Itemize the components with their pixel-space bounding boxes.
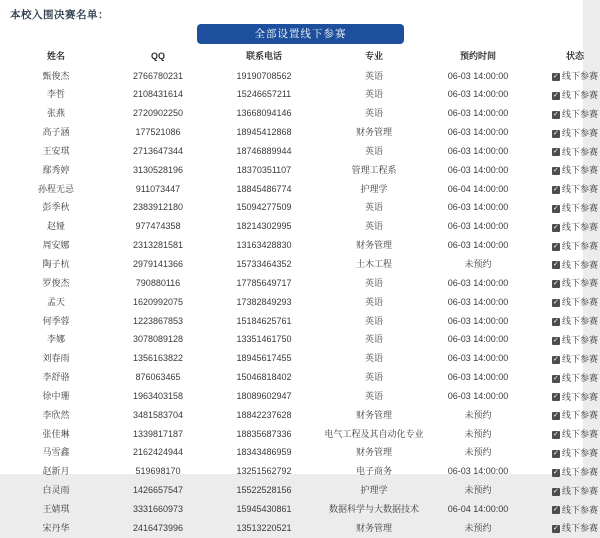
table-row: [2, 387, 600, 406]
cell-status: [530, 124, 600, 143]
cell-qq: 3130528196: [132, 164, 184, 175]
cell-qq: 2713647344: [132, 145, 184, 156]
cell-name: 徐中珊: [42, 390, 70, 401]
cell-qq: 2108431614: [132, 89, 184, 100]
cell-status: [530, 142, 600, 161]
set-all-offline-button[interactable]: 全部设置线下参赛: [197, 24, 404, 44]
cell-major: 英语: [364, 221, 383, 232]
cell-time: 06-03 14:00:00: [447, 108, 509, 119]
cell-status: [530, 274, 600, 293]
cell-major: 管理工程系: [351, 164, 397, 175]
cell-qq: 2313281581: [132, 240, 184, 251]
cell-qq: 519698170: [135, 466, 181, 477]
status-badge: 线下参赛: [561, 410, 598, 421]
table-row: [2, 105, 600, 124]
status-badge: 线下参赛: [561, 504, 598, 515]
status-badge: 线下参赛: [561, 316, 598, 327]
checked-checkbox-icon[interactable]: ✓: [553, 525, 559, 533]
cell-qq: 1426657547: [132, 485, 184, 496]
cell-major: 电气工程及其自动化专业: [324, 428, 424, 439]
checked-checkbox-icon[interactable]: ✓: [553, 73, 559, 80]
finalist-table: [2, 45, 600, 538]
cell-major: 财务管理: [355, 522, 392, 533]
cell-qq: 1963403158: [132, 390, 184, 401]
cell-phone: 15184625761: [236, 315, 292, 326]
cell-major: 英语: [364, 108, 383, 119]
cell-qq: 790880116: [135, 277, 181, 288]
cell-time: 06-03 14:00:00: [447, 334, 509, 345]
cell-phone: 18343486959: [236, 447, 292, 458]
cell-time: 06-03 14:00:00: [447, 372, 509, 383]
status-badge: 线下参赛: [561, 165, 598, 176]
cell-name: 高子涵: [42, 127, 70, 138]
cell-time: 06-03 14:00:00: [447, 202, 509, 213]
cell-status: [530, 519, 600, 538]
cell-phone: 13351461750: [236, 334, 292, 345]
cell-name: 罗俊杰: [42, 277, 70, 288]
status-badge: 线下参赛: [561, 90, 598, 100]
cell-qq: 1339817187: [132, 428, 184, 439]
cell-phone: 18845486774: [236, 183, 292, 194]
cell-time: 未预约: [464, 447, 492, 458]
table-row: [2, 86, 600, 105]
cell-qq: 3331660973: [132, 503, 184, 514]
cell-name: 王安琪: [42, 145, 70, 156]
checked-checkbox-icon[interactable]: ✓: [553, 280, 559, 288]
status-badge: 线下参赛: [561, 523, 598, 534]
cell-name: 孟天: [46, 296, 65, 307]
checked-checkbox-icon[interactable]: ✓: [553, 431, 559, 439]
cell-name: 何季蓉: [42, 315, 70, 326]
table-row: [2, 67, 600, 86]
column-header: 联系电话: [245, 51, 282, 61]
cell-major: 财务管理: [355, 127, 392, 138]
cell-major: 土木工程: [355, 259, 392, 270]
cell-phone: 18945617455: [236, 353, 292, 364]
checked-checkbox-icon[interactable]: ✓: [553, 148, 559, 156]
column-header: 专业: [364, 51, 383, 61]
table-row: [2, 331, 600, 350]
cell-name: 宋丹华: [42, 522, 70, 533]
cell-phone: 18835687336: [236, 428, 292, 439]
cell-status: [530, 161, 600, 180]
cell-status: [530, 218, 600, 237]
cell-qq: 2766780231: [132, 70, 184, 81]
cell-qq: 2383912180: [132, 202, 184, 213]
table-row: [2, 161, 600, 180]
cell-status: [530, 406, 600, 425]
cell-status: [530, 237, 600, 256]
cell-phone: 17382849293: [236, 296, 292, 307]
cell-name: 周安娜: [42, 240, 70, 251]
status-badge: 线下参赛: [561, 429, 598, 440]
cell-status: [530, 67, 600, 86]
table-row: [2, 350, 600, 369]
cell-time: 06-03 14:00:00: [447, 277, 509, 288]
checked-checkbox-icon[interactable]: ✓: [553, 355, 559, 363]
cell-time: 06-03 14:00:00: [447, 70, 509, 81]
table-row: [2, 218, 600, 237]
checked-checkbox-icon[interactable]: ✓: [553, 374, 559, 382]
cell-name: 赵娅: [46, 221, 65, 232]
checked-checkbox-icon[interactable]: ✓: [553, 129, 559, 137]
cell-qq: 3481583704: [132, 409, 184, 420]
cell-status: [530, 500, 600, 519]
status-badge: 线下参赛: [561, 334, 598, 345]
cell-major: 英语: [364, 334, 383, 345]
cell-phone: 15945430861: [236, 503, 292, 514]
cell-phone: 13251562792: [236, 466, 292, 477]
cell-name: 甄俊杰: [42, 70, 70, 81]
status-badge: 线下参赛: [561, 466, 598, 477]
checked-checkbox-icon[interactable]: ✓: [553, 242, 559, 250]
status-badge: 线下参赛: [561, 71, 598, 82]
cell-phone: 15094277509: [236, 202, 292, 213]
cell-major: 英语: [364, 70, 383, 81]
table-row: [2, 444, 600, 463]
cell-status: [530, 444, 600, 463]
checked-checkbox-icon[interactable]: ✓: [553, 299, 559, 307]
column-header: 预约时间: [459, 51, 496, 61]
table-row: [2, 425, 600, 444]
status-badge: 线下参赛: [561, 146, 598, 157]
cell-status: [530, 387, 600, 406]
cell-time: 未预约: [464, 522, 492, 533]
cell-status: [530, 369, 600, 388]
cell-time: 06-03 14:00:00: [447, 390, 509, 401]
status-badge: 线下参赛: [561, 372, 598, 383]
cell-name: 孙程无忌: [37, 183, 74, 194]
status-badge: 线下参赛: [561, 259, 598, 270]
table-row: [2, 180, 600, 199]
cell-time: 未预约: [464, 259, 492, 270]
cell-name: 刘春雨: [42, 353, 70, 364]
status-badge: 线下参赛: [561, 448, 598, 459]
cell-major: 英语: [364, 390, 383, 401]
cell-time: 06-03 14:00:00: [447, 127, 509, 138]
cell-name: 陶子杭: [42, 259, 70, 270]
cell-name: 张燕: [46, 108, 65, 119]
checked-checkbox-icon[interactable]: ✓: [553, 487, 559, 495]
cell-qq: 177521086: [135, 127, 181, 138]
cell-time: 未预约: [464, 485, 492, 496]
cell-phone: 18746889944: [236, 145, 292, 156]
status-badge: 线下参赛: [561, 391, 598, 402]
cell-qq: 1356163822: [132, 353, 184, 364]
cell-phone: 13513220521: [236, 522, 292, 533]
cell-name: 王婧琪: [42, 503, 70, 514]
cell-status: [530, 482, 600, 501]
cell-qq: 911073447: [135, 183, 181, 194]
cell-phone: 13163428830: [236, 240, 292, 251]
cell-phone: 15733464352: [236, 259, 292, 270]
checked-checkbox-icon[interactable]: ✓: [553, 91, 559, 99]
column-header: QQ: [150, 50, 165, 61]
checked-checkbox-icon[interactable]: ✓: [553, 167, 559, 175]
cell-phone: 18214302995: [236, 221, 292, 232]
status-badge: 线下参赛: [561, 184, 598, 195]
cell-phone: 18842237628: [236, 409, 292, 420]
cell-name: 李娜: [46, 334, 65, 345]
cell-time: 06-03 14:00:00: [447, 145, 509, 156]
cell-name: 彭季秋: [42, 202, 70, 213]
cell-name: 李欣然: [42, 409, 70, 420]
status-badge: 线下参赛: [561, 240, 598, 251]
table-row: [2, 519, 600, 538]
cell-status: [530, 425, 600, 444]
table-row: [2, 312, 600, 331]
cell-time: 06-03 14:00:00: [447, 164, 509, 175]
cell-qq: 1620992075: [132, 296, 184, 307]
table-row: [2, 237, 600, 256]
status-badge: 线下参赛: [561, 278, 598, 289]
cell-qq: 3078089128: [132, 334, 184, 345]
cell-status: [530, 331, 600, 350]
cell-phone: 18370351107: [236, 164, 292, 175]
table-row: [2, 124, 600, 143]
cell-major: 财务管理: [355, 447, 392, 458]
checked-checkbox-icon[interactable]: ✓: [553, 186, 559, 194]
cell-status: [530, 463, 600, 482]
cell-time: 06-03 14:00:00: [447, 240, 509, 251]
cell-phone: 18945412868: [236, 127, 292, 138]
cell-status: [530, 86, 600, 105]
table-row: [2, 142, 600, 161]
checked-checkbox-icon[interactable]: ✓: [553, 317, 559, 325]
cell-status: [530, 255, 600, 274]
checked-checkbox-icon[interactable]: ✓: [553, 261, 559, 269]
cell-qq: 2720902250: [132, 108, 184, 119]
cell-time: 未预约: [464, 409, 492, 420]
cell-qq: 1223867853: [132, 315, 184, 326]
table-row: [2, 369, 600, 388]
cell-phone: 15246657211: [236, 89, 292, 100]
column-header: 状态: [565, 51, 584, 61]
cell-major: 英语: [364, 89, 383, 100]
cell-major: 英语: [364, 315, 383, 326]
cell-major: 财务管理: [355, 240, 392, 251]
cell-time: 06-03 14:00:00: [447, 315, 509, 326]
cell-name: 白灵雨: [42, 485, 70, 496]
table-row: [2, 463, 600, 482]
status-badge: 线下参赛: [561, 108, 598, 119]
cell-major: 财务管理: [355, 409, 392, 420]
checked-checkbox-icon[interactable]: ✓: [553, 506, 559, 514]
cell-major: 英语: [364, 277, 383, 288]
checked-checkbox-icon[interactable]: ✓: [553, 468, 559, 476]
cell-time: 06-03 14:00:00: [447, 221, 509, 232]
cell-status: [530, 180, 600, 199]
cell-name: 鄢秀婷: [42, 164, 70, 175]
cell-major: 电子商务: [355, 466, 392, 477]
cell-major: 英语: [364, 372, 383, 383]
status-badge: 线下参赛: [561, 221, 598, 232]
page-title: 本校入围决赛名单：: [10, 9, 109, 21]
cell-name: 马雪鑫: [42, 447, 70, 458]
column-header: 姓名: [46, 51, 65, 61]
cell-major: 数据科学与大数据技术: [328, 503, 419, 514]
cell-qq: 2162424944: [132, 447, 184, 458]
checked-checkbox-icon[interactable]: ✓: [553, 336, 559, 344]
checked-checkbox-icon[interactable]: ✓: [553, 393, 559, 401]
status-badge: 线下参赛: [561, 485, 598, 496]
cell-time: 06-03 14:00:00: [447, 89, 509, 100]
cell-major: 护理学: [360, 183, 388, 194]
checked-checkbox-icon[interactable]: ✓: [553, 412, 559, 420]
cell-status: [530, 199, 600, 218]
table-row: [2, 293, 600, 312]
cell-time: 未预约: [464, 428, 492, 439]
status-badge: 线下参赛: [561, 127, 598, 138]
table-row: [2, 199, 600, 218]
status-badge: 线下参赛: [561, 297, 598, 308]
table-body: [2, 67, 600, 538]
cell-phone: 15046818402: [236, 372, 292, 383]
cell-phone: 19190708562: [236, 70, 292, 81]
status-badge: 线下参赛: [561, 353, 598, 364]
cell-major: 英语: [364, 145, 383, 156]
cell-major: 英语: [364, 202, 383, 213]
table-header-row: [2, 45, 600, 67]
cell-time: 06-03 14:00:00: [447, 353, 509, 364]
checked-checkbox-icon[interactable]: ✓: [553, 110, 559, 118]
cell-major: 英语: [364, 353, 383, 364]
checked-checkbox-icon[interactable]: ✓: [553, 223, 559, 231]
cell-name: 李舒骆: [42, 372, 70, 383]
cell-time: 06-04 14:00:00: [447, 503, 509, 514]
cell-status: [530, 350, 600, 369]
cell-major: 护理学: [360, 485, 388, 496]
cell-status: [530, 312, 600, 331]
cell-phone: 15522528156: [236, 485, 292, 496]
status-badge: 线下参赛: [561, 203, 598, 214]
cell-qq: 876063465: [135, 372, 181, 383]
cell-name: 赵新月: [42, 466, 70, 477]
cell-phone: 18089602947: [236, 390, 292, 401]
cell-status: [530, 105, 600, 124]
table-row: [2, 500, 600, 519]
cell-qq: 2416473996: [132, 522, 184, 533]
cell-phone: 17785649717: [236, 277, 292, 288]
table-row: [2, 274, 600, 293]
checked-checkbox-icon[interactable]: ✓: [553, 449, 559, 457]
cell-time: 06-04 14:00:00: [447, 183, 509, 194]
checked-checkbox-icon[interactable]: ✓: [553, 204, 559, 212]
cell-time: 06-03 14:00:00: [447, 296, 509, 307]
table-row: [2, 482, 600, 501]
cell-major: 英语: [364, 296, 383, 307]
cell-phone: 13668094146: [236, 108, 292, 119]
cell-qq: 977474358: [135, 221, 181, 232]
cell-name: 张佳琳: [42, 428, 70, 439]
cell-status: [530, 293, 600, 312]
cell-name: 李哲: [46, 89, 65, 100]
table-row: [2, 406, 600, 425]
cell-time: 06-03 14:00:00: [447, 466, 509, 477]
cell-qq: 2979141366: [132, 259, 184, 270]
table-row: [2, 255, 600, 274]
